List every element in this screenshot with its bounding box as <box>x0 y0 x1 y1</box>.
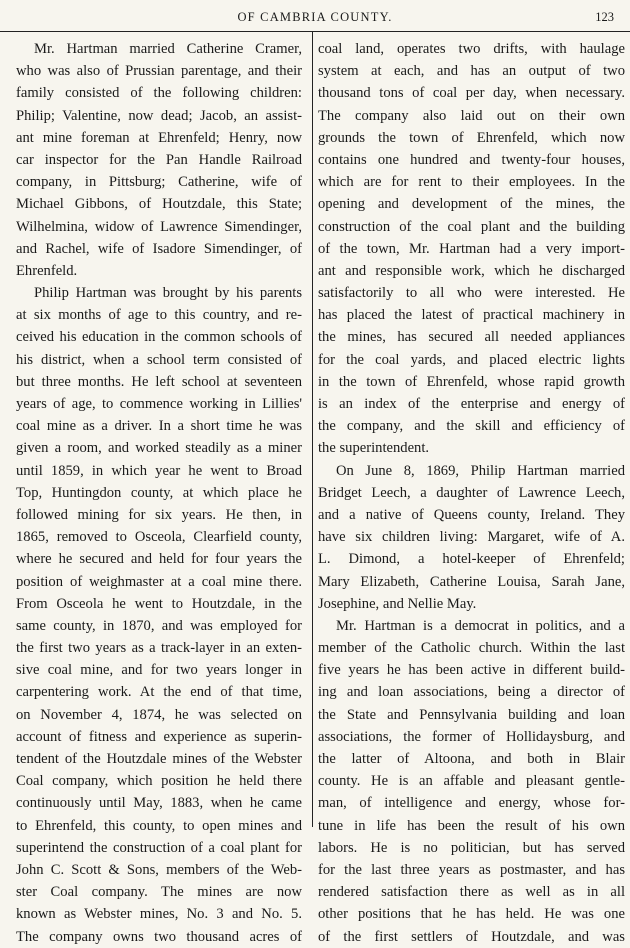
text-line: rendered satisfaction there as well as in all <box>318 884 625 901</box>
page-number: 123 <box>595 10 614 24</box>
column-divider <box>312 32 313 827</box>
text-line: coal land, operates two drifts, with haulage <box>318 41 625 57</box>
page-header <box>0 9 630 27</box>
text-line: who was also of Prussian parentage, and their <box>16 63 302 80</box>
text-line: for the last three years as postmaster, and has <box>318 861 625 878</box>
text-line: system at each, and has an output of two <box>318 63 625 80</box>
text-line: Philip; Valentine, now dead; Jacob, an assist- <box>16 107 302 124</box>
text-line: John C. Scott & Sons, members of the Web- <box>16 861 302 878</box>
text-line: From Osceola he went to Houtzdale, in the <box>16 595 302 612</box>
text-line: contains one hundred and twenty-four houses, <box>318 151 625 168</box>
text-line: and Rachel, wife of Isadore Simendinger, of <box>16 240 302 257</box>
text-line: given a room, and worked steadily as a miner <box>16 440 302 457</box>
text-line: for the coal yards, and placed electric lights <box>318 351 625 368</box>
text-line: of the town, Mr. Hartman had a very import- <box>318 240 625 257</box>
text-line: Wilhelmina, widow of Lawrence Simendinger, <box>16 218 302 235</box>
text-line: Josephine, and Nellie May. <box>318 595 477 612</box>
text-line: the State and Pennsylvania building and loan <box>318 706 625 723</box>
text-line: followed mining for six years. He then, in <box>16 506 302 523</box>
text-line: and a native of Queens county, Ireland. They <box>318 506 625 523</box>
text-line: thousand tons of coal per day, when necessary. <box>318 85 625 102</box>
text-line: continuously until May, 1883, when he came <box>16 795 302 812</box>
text-line: L. Dimond, a hotel-keeper of Ehrenfeld; <box>318 551 625 568</box>
text-line: Top, Huntingdon county, at which place he <box>16 484 302 501</box>
text-line: Mr. Hartman is a democrat in politics, and a <box>336 617 625 634</box>
text-line: ster Coal company. The mines are now <box>16 884 302 901</box>
text-line: known as Webster mines, No. 3 and No. 5. <box>16 906 302 923</box>
text-line: his district, when a school term consisted of <box>16 351 302 368</box>
text-line: the latter of Altoona, and both in Blair <box>318 751 625 767</box>
text-line: have six children living: Margaret, wife of A. <box>318 529 625 546</box>
text-line: the company, and the skill and efficiency of <box>318 418 625 435</box>
text-line: Mr. Hartman married Catherine Cramer, <box>34 41 302 57</box>
text-line: at six months of age to this country, and re- <box>16 307 302 324</box>
text-line: Mary Elizabeth, Catherine Louisa, Sarah Jane, <box>318 573 625 590</box>
text-line: on November 4, 1874, he was selected on <box>16 706 302 723</box>
text-line: in the town of Ehrenfeld, whose rapid growth <box>318 373 625 390</box>
text-line: where he secured and held for four years the <box>16 551 302 568</box>
text-line: sive coal mine, and for two years longer in <box>16 662 302 679</box>
text-line: opening and development of the mines, the <box>318 196 625 213</box>
text-line: 1865, removed to Osceola, Clearfield county, <box>16 529 302 546</box>
text-line: is an index of the enterprise and energy of <box>318 396 625 412</box>
text-line: superintend the construction of a coal plant for <box>16 839 302 856</box>
text-line: ant and responsible work, which he discharged <box>318 262 625 279</box>
text-line: Michael Gibbons, of Houtzdale, this State; <box>16 196 302 213</box>
text-line: ant mine foreman at Ehrenfeld; Henry, now <box>16 129 302 146</box>
text-line: Bridget Leech, a daughter of Lawrence Leech, <box>318 484 625 501</box>
text-line: to Ehrenfeld, this county, to open mines and <box>16 817 302 834</box>
text-line: ing and loan associations, being a director of <box>318 684 625 701</box>
text-line: construction of the coal plant and the building <box>318 218 625 235</box>
left-column <box>16 38 302 948</box>
text-line: but three months. He left school at seventeen <box>16 373 302 390</box>
text-line: tune in life has been the result of his own <box>318 817 625 834</box>
text-line: grounds the town of Ehrenfeld, which now <box>318 129 625 146</box>
text-line: county. He is an affable and pleasant gentle- <box>318 773 625 790</box>
text-line: until 1859, in which year he went to Broad <box>16 462 302 479</box>
text-line: years of age, to commence working in Lillies' <box>16 396 302 412</box>
text-line: position of weighmaster at a coal mine there. <box>16 573 302 590</box>
header-rule <box>0 31 630 32</box>
text-line: family consisted of the following children: <box>16 85 302 102</box>
text-line: Ehrenfeld. <box>16 262 78 279</box>
text-line: The company also laid out on their own <box>318 107 625 124</box>
text-line: member of the Catholic church. Within the last <box>318 640 625 657</box>
text-line: carpentering work. At the end of that time, <box>16 684 302 701</box>
text-line: man, of intelligence and energy, whose for- <box>318 795 625 812</box>
text-line: company, in Pittsburg; Catherine, wife of <box>16 174 302 191</box>
text-line: satisfactorily to all who were interested. He <box>318 285 625 302</box>
text-line: Philip Hartman was brought by his parents <box>34 285 302 302</box>
text-line: has placed the latest of practical machinery in <box>318 307 625 324</box>
text-line: labors. He is no politician, but has served <box>318 839 625 856</box>
text-line: five years he has been active in different build- <box>318 662 625 679</box>
right-column <box>318 38 625 948</box>
text-line: the mines, has secured all needed appliances <box>318 329 625 346</box>
text-line: The company owns two thousand acres of <box>16 928 302 945</box>
text-line: car inspector for the Pan Handle Railroad <box>16 151 302 168</box>
text-line: Coal company, which position he held there <box>16 773 302 790</box>
running-title: OF CAMBRIA COUNTY. <box>237 10 393 24</box>
text-line: of the first settlers of Houtzdale, and was <box>318 928 625 945</box>
text-line: account of fitness and experience as superin- <box>16 728 302 745</box>
text-line: associations, the former of Hollidaysburg, and <box>318 728 625 745</box>
text-line: other positions that he has held. He was one <box>318 906 625 923</box>
text-line: coal mine as a driver. In a short time he was <box>16 418 302 435</box>
text-line: the superintendent. <box>318 440 430 457</box>
text-line: On June 8, 1869, Philip Hartman married <box>336 462 625 479</box>
text-line: the first two years as a track-layer in an exten- <box>16 640 302 657</box>
text-line: ceived his education in the common schools of <box>16 329 302 346</box>
text-line: which are for rent to their employees. In the <box>318 174 625 191</box>
text-line: tendent of the Houtzdale mines of the Webster <box>16 751 302 767</box>
text-line: same county, in 1870, and was employed for <box>16 617 302 634</box>
